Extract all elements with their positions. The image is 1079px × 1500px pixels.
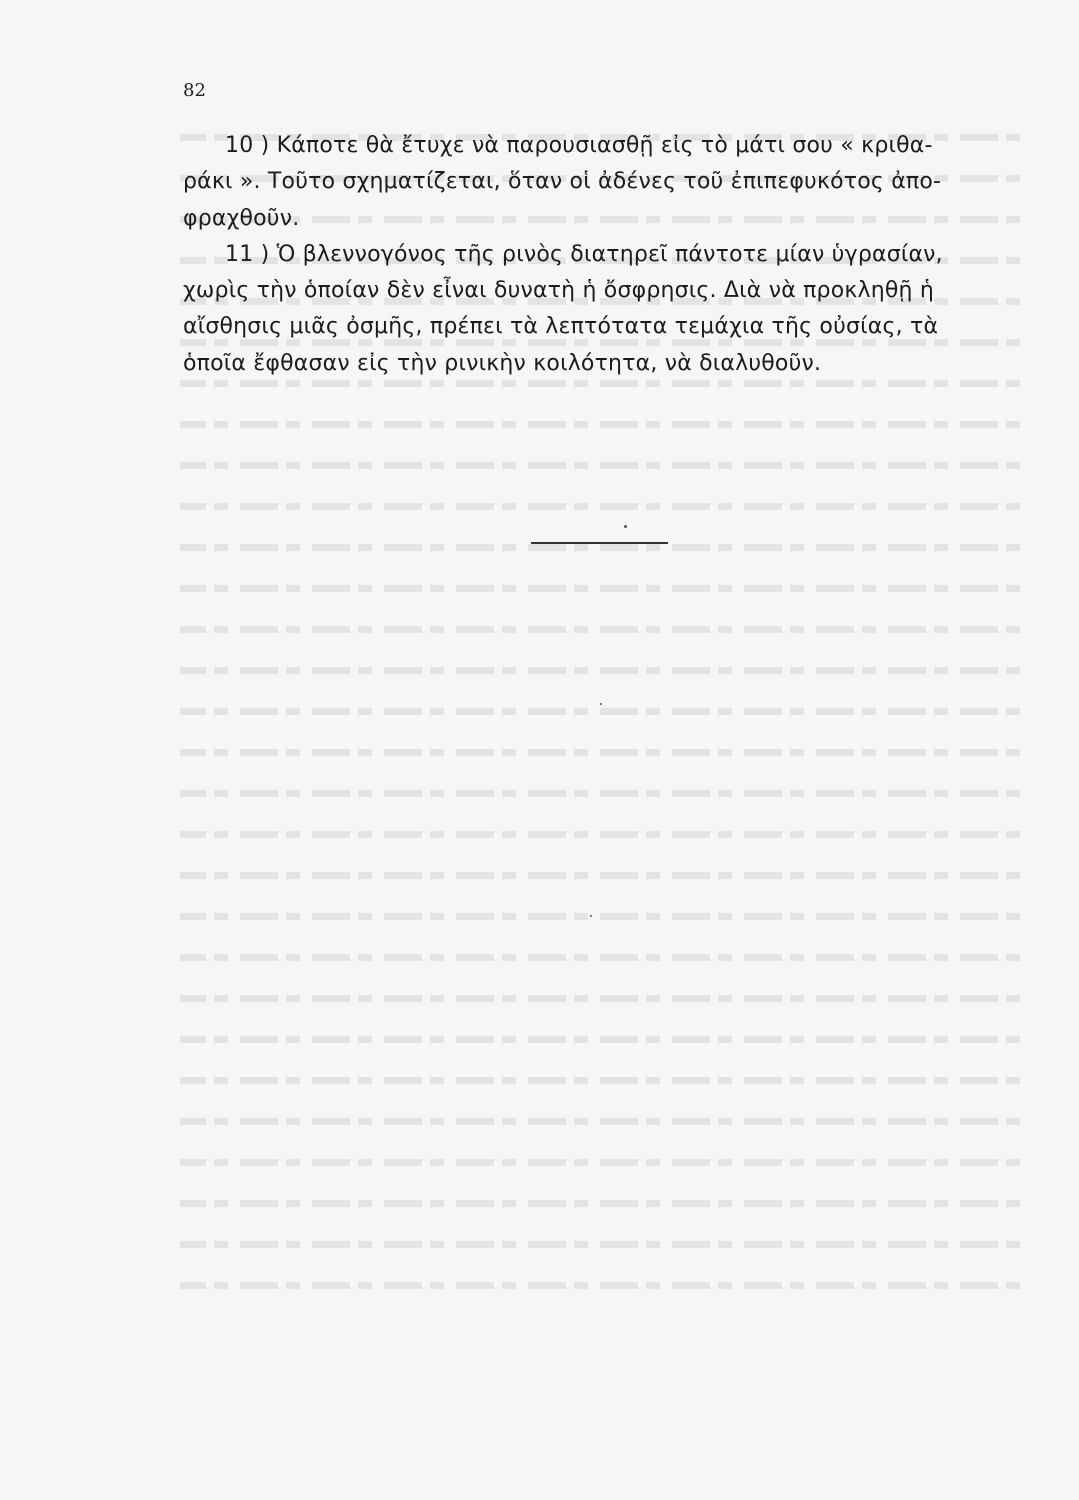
section-separator-rule bbox=[531, 542, 668, 544]
page-number: 82 bbox=[183, 80, 206, 101]
text-line: 10 ) Κάποτε θὰ ἔτυχε νὰ παρουσιασθῇ εἰς τὸ μάτι σου « κριθα- bbox=[225, 133, 933, 158]
text-line: ὁποῖα ἔφθασαν εἰς τὴν ρινικὴν κοιλότητα, νὰ διαλυθοῦν. bbox=[183, 350, 822, 376]
text-line: αἴσθησις μιᾶς ὀσμῆς, πρέπει τὰ λεπτότατα τεμάχια τῆς οὐσίας, τὰ bbox=[183, 314, 939, 340]
paper-speck bbox=[624, 525, 627, 528]
paragraph-11 bbox=[183, 237, 1018, 382]
text-line: ράκι ». Τοῦτο σχηματίζεται, ὅταν οἱ ἀδένες τοῦ ἐπιπεφυκότος ἀπο- bbox=[183, 169, 942, 195]
paragraph-10 bbox=[183, 128, 1018, 237]
body-text bbox=[183, 128, 1018, 382]
text-line: χωρὶς τὴν ὁποίαν δὲν εἶναι δυνατὴ ἡ ὄσφρησις. Διὰ νὰ προκληθῇ ἡ bbox=[183, 278, 935, 304]
text-line: 11 ) Ὁ βλεννογόνος τῆς ρινὸς διατηρεῖ πάντοτε μίαν ὑγρασίαν, bbox=[225, 241, 943, 267]
text-line: φραχθοῦν. bbox=[183, 205, 300, 231]
paper-speck bbox=[600, 703, 602, 705]
paper-speck bbox=[590, 915, 592, 917]
